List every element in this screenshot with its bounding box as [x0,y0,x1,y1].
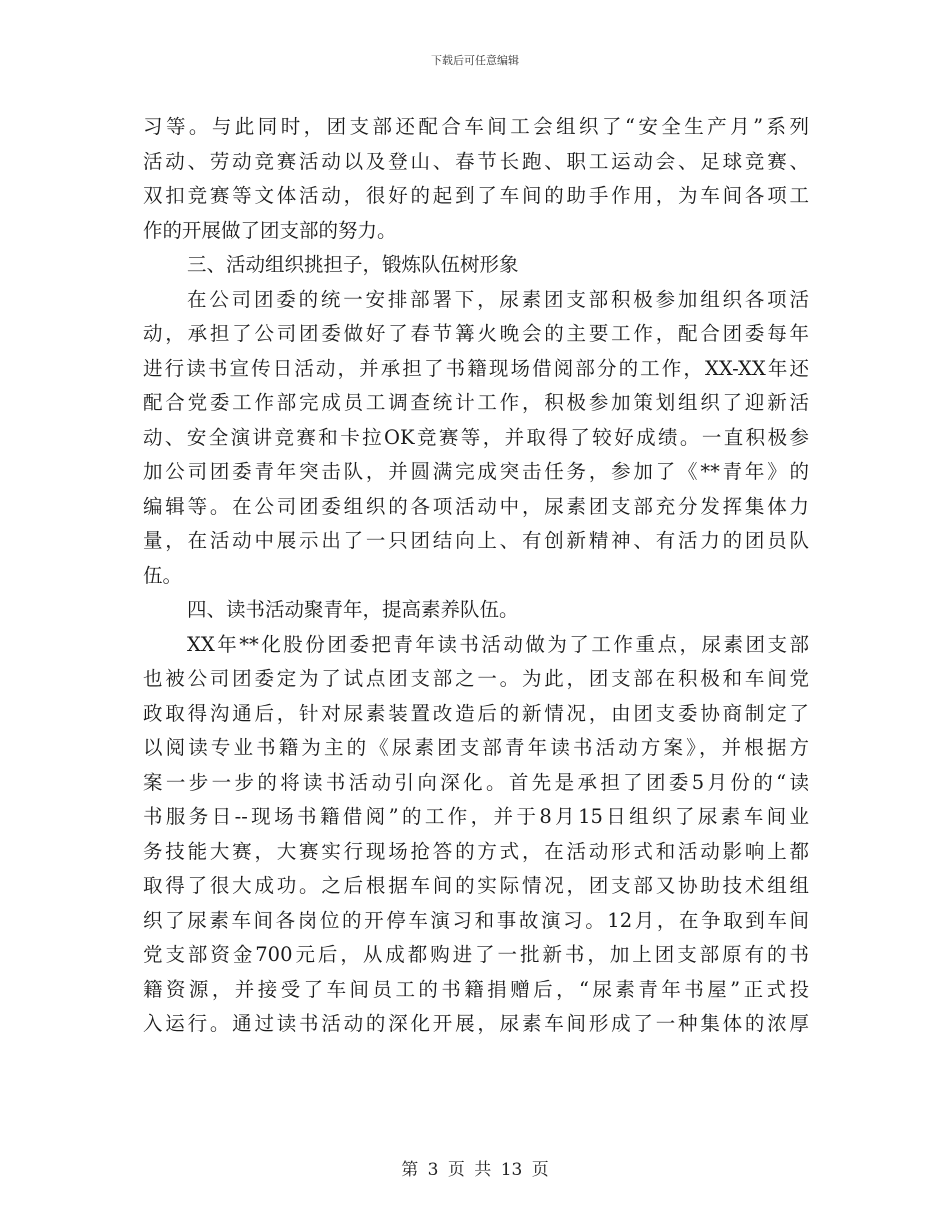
page-header: 下载后可任意编辑 [431,54,519,67]
paragraph-line: 动、安全演讲竞赛和卡拉OK竞赛等，并取得了较好成绩。一直积极参 [143,425,809,449]
paragraph-line: 量，在活动中展示出了一只团结向上、有创新精神、有活力的团员队 [143,529,809,552]
paragraph-line: 以阅读专业书籍为主的《尿素团支部青年读书活动方案》，并根据方 [143,736,809,759]
paragraph-line: 取得了很大成功。之后根据车间的实际情况，团支部又协助技术组组 [143,874,809,897]
paragraph-line: 配合党委工作部完成员工调查统计工作，积极参加策划组织了迎新活 [143,391,809,414]
section-heading: 三、活动组织挑担子，锻炼队伍树形象 [187,253,519,276]
paragraph-line: 政取得沟通后，针对尿素装置改造后的新情况，由团支委协商制定了 [143,701,809,725]
paragraph-line: 习等。与此同时，团支部还配合车间工会组织了“安全生产月”系列 [143,115,809,138]
paragraph-line: 书服务日--现场书籍借阅”的工作，并于8月15日组织了尿素车间业 [143,805,809,828]
page-number-footer: 第 3 页 共 13 页 [401,1160,549,1180]
paragraph-line: 加公司团委青年突击队，并圆满完成突击任务，参加了《**青年》的 [143,460,809,483]
paragraph-line: 伍。 [143,563,183,587]
paragraph-line: 活动、劳动竞赛活动以及登山、春节长跑、职工运动会、足球竞赛、 [143,149,809,173]
paragraph-line: 双扣竞赛等文体活动，很好的起到了车间的助手作用，为车间各项工 [143,184,809,207]
paragraph-line: 籍资源，并接受了车间员工的书籍捐赠后，“尿素青年书屋”正式投 [143,977,809,1001]
paragraph-line: 作的开展做了团支部的努力。 [143,218,397,242]
paragraph-line: 在公司团委的统一安排部署下，尿素团支部积极参加组织各项活 [187,287,809,311]
paragraph-line: 入运行。通过读书活动的深化开展，尿素车间形成了一种集体的浓厚 [143,1012,809,1035]
paragraph-line: 党支部资金700元后，从成都购进了一批新书，加上团支部原有的书 [143,943,809,966]
paragraph-line: 案一步一步的将读书活动引向深化。首先是承担了团委5月份的“读 [143,770,809,794]
paragraph-line: XX年**化股份团委把青年读书活动做为了工作重点，尿素团支部 [187,632,809,656]
paragraph-line: 动，承担了公司团委做好了春节篝火晚会的主要工作，配合团委每年 [143,322,809,345]
paragraph-line: 务技能大赛，大赛实行现场抢答的方式，在活动形式和活动影响上都 [143,839,809,863]
paragraph-line: 也被公司团委定为了试点团支部之一。为此，团支部在积极和车间党 [143,667,809,690]
document-body [143,110,809,1042]
paragraph-line: 进行读书宣传日活动，并承担了书籍现场借阅部分的工作，XX-XX年还 [143,356,809,380]
paragraph-line: 织了尿素车间各岗位的开停车演习和事故演习。12月，在争取到车间 [143,908,809,932]
paragraph-line: 编辑等。在公司团委组织的各项活动中，尿素团支部充分发挥集体力 [143,494,809,518]
section-heading: 四、读书活动聚青年，提高素养队伍。 [187,598,519,621]
